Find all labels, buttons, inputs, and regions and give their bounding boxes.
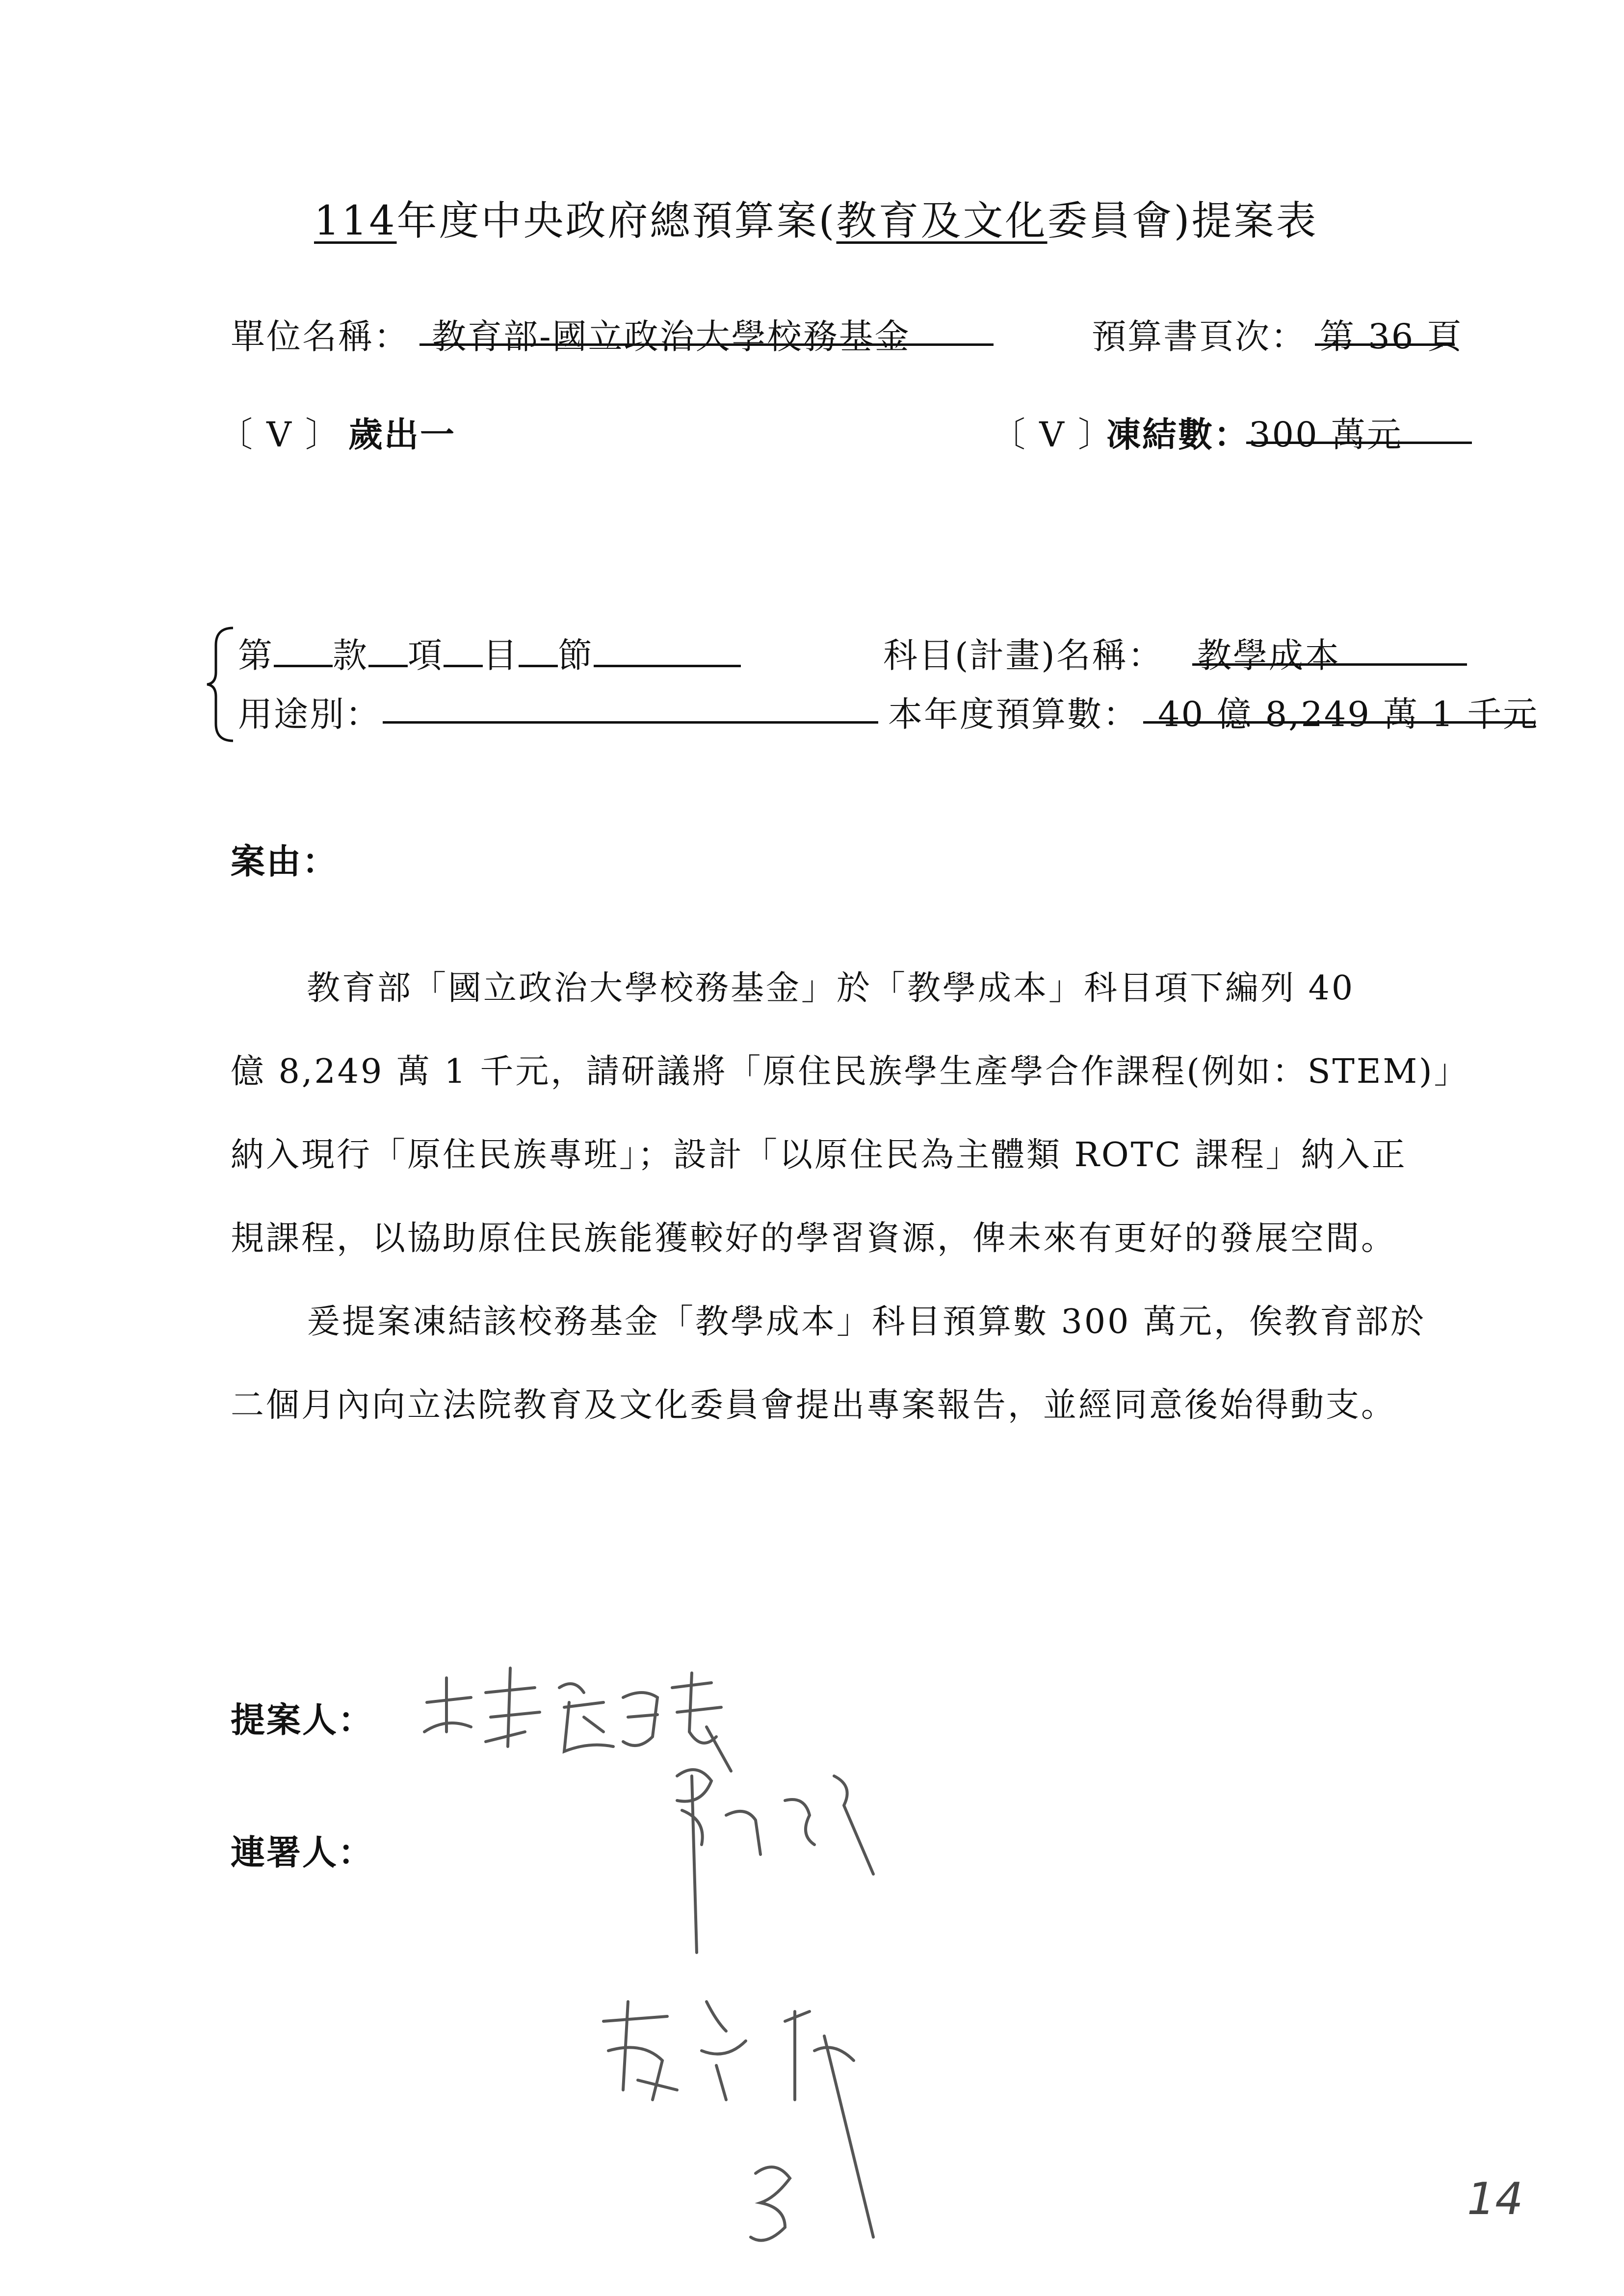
- page-ref-label: 預算書頁次：: [1092, 316, 1307, 357]
- proposer-label: 提案人：: [231, 1699, 374, 1740]
- page-title: [314, 189, 1318, 246]
- section-part-5: 節: [558, 635, 594, 676]
- expense-label: 歲出一: [348, 414, 456, 455]
- section-label: [238, 628, 741, 678]
- freeze-underline: [1246, 442, 1472, 444]
- freeze-checkbox: 〔 V 〕: [991, 415, 1114, 455]
- usage-underline: [383, 721, 878, 724]
- budget-label: 本年度預算數：: [888, 694, 1139, 734]
- budget-value: 40 億 8,249 萬 1 千元: [1158, 694, 1539, 734]
- cosigner-label: 連署人：: [231, 1832, 374, 1873]
- reason-line: 爰提案凍結該校務基金「教學成本」科目預算數 300 萬元，俟教育部於: [307, 1303, 1426, 1341]
- title-year: 114: [314, 198, 397, 244]
- title-text-b: 委員會)提案表: [1047, 198, 1318, 244]
- left-brace: [206, 626, 236, 743]
- subject-value: 教學成本: [1197, 635, 1340, 676]
- unit-name-underline: [419, 343, 994, 346]
- usage-label: 用途別：: [238, 694, 381, 734]
- subject-label: 科目(計畫)名稱：: [883, 635, 1164, 676]
- reason-line: 規課程，以協助原住民族能獲較好的學習資源，俾未來有更好的發展空間。: [231, 1219, 1397, 1258]
- budget-underline: [1143, 721, 1536, 724]
- page-ref-value: 第 36 頁: [1320, 316, 1463, 357]
- unit-name-value: 教育部-國立政治大學校務基金: [432, 316, 911, 357]
- freeze-label: 凍結數：: [1106, 414, 1250, 455]
- reason-line: 納入現行「原住民族專班」；設計「以原住民為主體類 ROTC 課程」納入正: [231, 1136, 1407, 1174]
- section-part-2: 款: [333, 635, 368, 676]
- expense-checkbox: 〔 V 〕: [218, 415, 341, 455]
- page-ref-underline: [1315, 343, 1455, 346]
- title-text-a: 年度中央政府總預算案(: [396, 198, 837, 244]
- freeze-value: 300 萬元: [1249, 415, 1403, 455]
- section-part-4: 目: [483, 635, 519, 676]
- reason-line: 二個月內向立法院教育及文化委員會提出專案報告，並經同意後始得動支。: [231, 1386, 1397, 1425]
- section-part-3: 項: [408, 635, 444, 676]
- title-committee: 教育及文化: [836, 198, 1048, 244]
- unit-name-label: 單位名稱：: [231, 316, 410, 357]
- reason-line: 教育部「國立政治大學校務基金」於「教學成本」科目項下編列 40: [307, 969, 1355, 1008]
- subject-underline: [1192, 663, 1467, 666]
- section-part-1: 第: [238, 635, 274, 676]
- reason-heading: 案由：: [231, 841, 338, 882]
- page-number: 14: [1467, 2173, 1523, 2225]
- cosigner-signatures: [579, 1747, 1021, 2286]
- reason-line: 億 8,249 萬 1 千元，請研議將「原住民族學生產學合作課程(例如：STEM)」: [231, 1052, 1469, 1091]
